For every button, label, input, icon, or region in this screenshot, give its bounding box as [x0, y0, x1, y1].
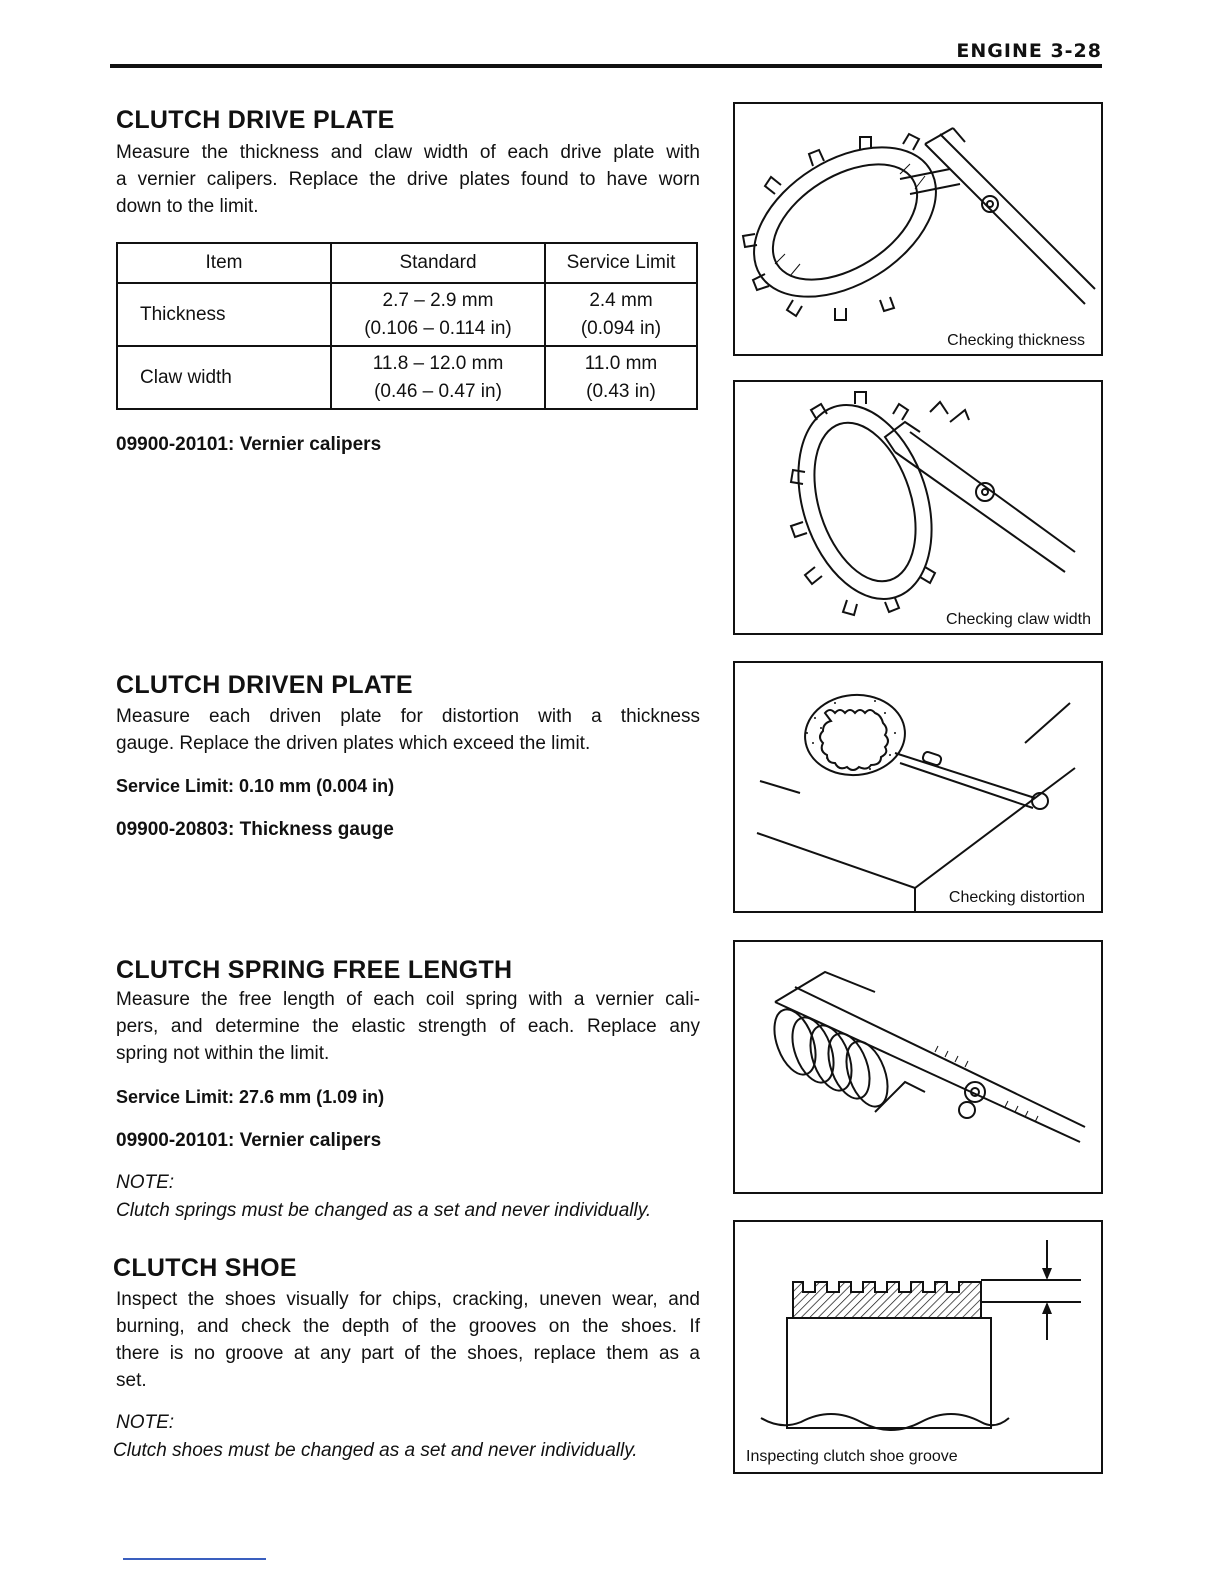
text-line: down to the limit.	[116, 196, 259, 217]
cell-standard	[331, 346, 545, 409]
cell-limit	[545, 283, 697, 346]
driven-plate-text	[116, 703, 700, 757]
cell-item: Thickness	[117, 283, 331, 346]
column-header-standard: Standard	[331, 243, 545, 283]
drive-plate-tool: 09900-20101: Vernier calipers	[116, 434, 382, 455]
figure-caption: Inspecting clutch shoe groove	[746, 1448, 958, 1465]
column-header-item: Item	[117, 243, 331, 283]
text-line: Inspect the shoes visually for chips, cracking, uneven wear, and	[116, 1289, 700, 1310]
driven-plate-distortion-illustration	[735, 663, 1101, 911]
shoe-text	[116, 1286, 700, 1394]
figure-caption: Checking distortion	[948, 889, 1085, 906]
drive-plate-caliper-claw-illustration	[735, 382, 1101, 633]
shoe-note-text: Clutch shoes must be changed as a set and never individually.	[113, 1440, 638, 1461]
driven-plate-service-limit: Service Limit: 0.10 mm (0.004 in)	[116, 776, 395, 796]
cell-line: (0.094 in)	[580, 317, 662, 339]
spring-service-limit: Service Limit: 27.6 mm (1.09 in)	[116, 1087, 385, 1107]
spring-note-text: Clutch springs must be changed as a set and never individually.	[116, 1200, 652, 1221]
text-line: Measure the thickness and claw width of each drive plate with	[116, 142, 700, 163]
figure-checking-thickness	[733, 102, 1103, 356]
figure-inspecting-shoe-groove	[733, 1220, 1103, 1474]
drive-plate-text	[116, 139, 700, 220]
spring-tool: 09900-20101: Vernier calipers	[116, 1130, 382, 1151]
clutch-shoe-groove-illustration	[735, 1222, 1101, 1472]
cell-line: 11.0 mm	[584, 352, 658, 374]
spring-note-heading: NOTE:	[116, 1172, 175, 1193]
cell-line: 11.8 – 12.0 mm	[372, 352, 504, 374]
section-heading-driven-plate: CLUTCH DRIVEN PLATE	[116, 671, 413, 699]
cell-limit	[545, 346, 697, 409]
section-heading-spring: CLUTCH SPRING FREE LENGTH	[116, 956, 513, 984]
text-line: spring not within the limit.	[116, 1043, 330, 1064]
figure-checking-distortion	[733, 661, 1103, 913]
drive-plate-caliper-thickness-illustration	[735, 104, 1101, 354]
header-rule	[110, 64, 1102, 68]
cell-line: 2.7 – 2.9 mm	[382, 289, 494, 311]
spring-caliper-illustration	[735, 942, 1101, 1192]
figure-spring-free-length	[733, 940, 1103, 1194]
table-row	[117, 283, 697, 346]
text-line: set.	[116, 1370, 147, 1391]
spring-text	[116, 986, 700, 1067]
table-row	[117, 346, 697, 409]
text-line: gauge. Replace the driven plates which exceed the limit.	[116, 733, 591, 754]
cell-item: Claw width	[117, 346, 331, 409]
text-line: burning, and check the depth of the grooves on the shoes. If	[116, 1316, 700, 1337]
cell-line: (0.43 in)	[586, 380, 656, 402]
text-line: there is no groove at any part of the shoes, replace them as a	[116, 1343, 700, 1364]
cell-line: (0.46 – 0.47 in)	[374, 380, 502, 402]
table-header-row	[117, 243, 697, 283]
drive-plate-spec-table	[116, 242, 698, 410]
figure-checking-claw-width	[733, 380, 1103, 635]
shoe-note-heading: NOTE:	[116, 1412, 175, 1433]
section-heading-shoe: CLUTCH SHOE	[113, 1254, 297, 1282]
footer-rule	[123, 1558, 266, 1560]
page-header-title: ENGINE 3-28	[956, 40, 1102, 62]
figure-caption: Checking claw width	[946, 611, 1091, 628]
text-line: a vernier calipers. Replace the drive plates found to have worn	[116, 169, 700, 190]
cell-standard	[331, 283, 545, 346]
driven-plate-tool: 09900-20803: Thickness gauge	[116, 819, 394, 840]
figure-caption: Checking thickness	[947, 332, 1085, 349]
column-header-service-limit: Service Limit	[545, 243, 697, 283]
section-heading-drive-plate: CLUTCH DRIVE PLATE	[116, 106, 395, 134]
text-line: Measure the free length of each coil spring with a vernier cali-	[116, 989, 700, 1010]
text-line: Measure each driven plate for distortion with a thickness	[116, 706, 700, 727]
text-line: pers, and determine the elastic strength of each. Replace any	[116, 1016, 700, 1037]
cell-line: (0.106 – 0.114 in)	[364, 317, 512, 339]
cell-line: 2.4 mm	[589, 289, 653, 311]
